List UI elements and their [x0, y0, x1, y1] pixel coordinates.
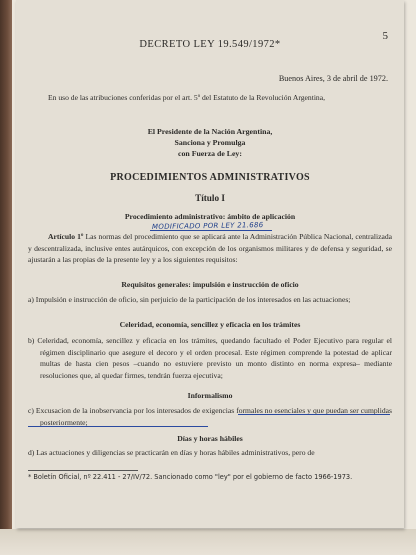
informalismo-heading: Informalismo: [187, 391, 233, 400]
item-a: a) Impulsión e instrucción de oficio, sin perjuicio de la participación de los interesados en las actuaciones;: [28, 295, 351, 304]
footnote: * Boletín Oficial, nº 22.411 - 27/IV/72. Sancionado como "ley" por el gobierno de facto 1966-1973.: [28, 473, 353, 481]
item-d: d) Las actuaciones y diligencias se practicarán en días y horas hábiles administrativos, pero de: [28, 448, 315, 457]
decree-title: DECRETO LEY 19.549/1972*: [139, 39, 281, 50]
book-spine: [0, 0, 12, 555]
celeridad-heading: Celeridad, economía, sencillez y eficacia en los trámites: [119, 320, 301, 329]
footnote-rule: [28, 470, 138, 471]
titulo-heading: Título I: [195, 193, 225, 203]
article-1: [28, 231, 392, 266]
document-page: [16, 0, 404, 528]
article-text: Las normas del procedimiento que se aplicará ante la Administración Pública Nacional, centralizada y descentralizada, inclusive entes autárquicos, con excepción de los organismos militares y de defensa y seguridad, se ajustarán a las propias de la presente ley y a los siguientes requisitos:: [28, 232, 392, 265]
enactment-line-3: con Fuerza de Ley:: [178, 149, 242, 158]
ink-underline-2: [28, 426, 208, 427]
enactment-line-1: El Presidente de la Nación Argentina,: [147, 127, 273, 136]
section-heading: Procedimiento administrativo: ámbito de aplicación: [124, 212, 296, 221]
handwritten-annotation: MODIFICADO POR LEY 21.686: [151, 221, 264, 231]
article-label: Artículo 1º: [48, 232, 84, 241]
item-c: c) Excusacion de la inobservancia por los interesados de exigencias formales no esenciales y que puedan ser cumplidas posteriormente;: [28, 406, 392, 427]
dias-heading: Días y horas hábiles: [177, 434, 243, 443]
enactment-line-2: Sanciona y Promulga: [174, 138, 246, 147]
date-line: Buenos Aires, 3 de abril de 1972.: [278, 74, 388, 83]
item-b: b) Celeridad, economía, sencillez y eficacia en los trámites, quedando facultado el Poder Ejecutivo para regular el régimen disciplinario que asegure el decoro y el orden procesal. Este régimen comprende la potestad de aplicar multas de hasta cien pesos –cuando no estuviere previsto un monto distinto en norma expresa– mediante resoluciones que, al quedar firmes, tendrán fuerza ejecutiva;: [28, 336, 392, 380]
page-number: 5: [382, 30, 388, 42]
preamble: En uso de las atribuciones conferidas por el art. 5º del Estatuto de la Revolución Argentina,: [48, 93, 325, 102]
table-surface: [0, 529, 416, 555]
requisitos-heading: Requisitos generales: impulsión e instrucción de oficio: [121, 280, 299, 289]
main-heading: PROCEDIMIENTOS ADMINISTRATIVOS: [110, 172, 310, 183]
ink-underline-1: [238, 414, 390, 415]
